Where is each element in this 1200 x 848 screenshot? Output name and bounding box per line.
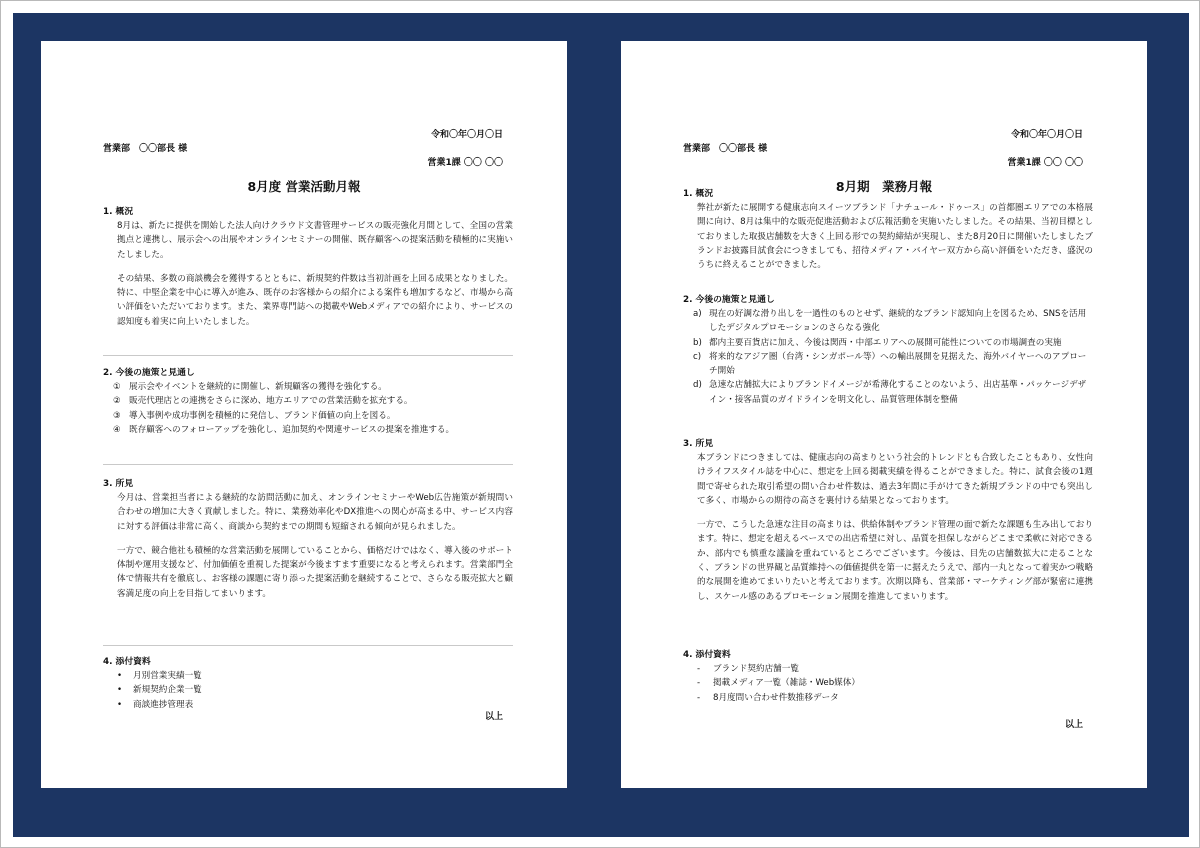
paragraph: その結果、多数の商談機会を獲得するとともに、新規契約件数は当初計画を上回る成果となりました。特に、中堅企業を中心に導入が進み、既存のお客様からの紹介による案件も増加するなど、市場から高い評価をいただいております。また、業界専門誌への掲載やWebメディアでの紹介により、サービスの認知度も着実に向上いたしました。	[117, 273, 513, 327]
section-plans	[103, 366, 513, 437]
report-title: 8月度 営業活動月報	[247, 179, 361, 194]
paragraph: 8月は、新たに提供を開始した法人向けクラウド文書管理サービスの販売強化月間として、全国の営業拠点と連携し、展示会への出展やオンラインセミナーの開催、既存顧客への提案活動を積極的に実施いたしました。	[117, 221, 513, 260]
list-item: ④ 既存顧客へのフォローアップを強化し、追加契約や関連サービスの提案を推進する。	[113, 424, 455, 435]
section-heading: 1. 概況	[103, 207, 134, 217]
divider	[103, 645, 513, 646]
report-title: 8月期 業務月報	[835, 179, 933, 194]
section-heading: 1. 概況	[683, 189, 714, 199]
list-item: b) 都内主要百貨店に加え、今後は関西・中部エリアへの展開可能性についての市場調査の実施	[693, 337, 1062, 348]
report-date: 令和〇年〇月〇日	[1010, 130, 1083, 140]
report-date: 令和〇年〇月〇日	[430, 130, 503, 140]
section-overview	[683, 187, 1093, 272]
paragraph: 弊社が新たに展開する健康志向スイーツブランド「ナチュール・ドゥース」の首都圏エリアでの本格展開に向け、8月は集中的な販売促進活動および広報活動を実施いたしました。その結果、当初目標としておりました取扱店舗数を大きく上回る形での契約締結が実現し、また8月20日に開催いたしましたブランドお披露目試食会につきましても、招待メディア・バイヤー双方から高い評価をいただき、盛況のうちに終えることができました。	[697, 203, 1093, 271]
list-item: - ブランド契約店舗一覧	[697, 664, 799, 674]
list-item: • 新規契約企業一覧	[117, 685, 202, 696]
divider	[103, 355, 513, 356]
report-recipient: 営業部 〇〇部長 様	[103, 144, 188, 154]
section-heading: 3. 所見	[683, 439, 714, 449]
list-item: • 商談進捗管理表	[117, 699, 194, 710]
section-findings	[103, 477, 513, 601]
paragraph: 一方で、競合他社も積極的な営業活動を展開していることから、価格だけではなく、導入後のサポート体制や運用支援など、付加価値を重視した提案が今後ますます重要になると考えられます。営業部門全体で情報共有を徹底し、お客様の課題に寄り添った提案活動を継続することで、さらなる販売拡大と顧客満足度の向上を目指してまいります。	[117, 545, 513, 599]
report-page-right	[621, 41, 1147, 788]
paragraph: 本ブランドにつきましては、健康志向の高まりという社会的トレンドとも合致したこともあり、女性向けライフスタイル誌を中心に、想定を上回る掲載実績を得ることができました。特に、試食会後の1週間で寄せられた取引希望の問い合わせ件数は、過去3年間に手がけてきた新規ブランドの中でも突出して多く、市場からの期待の高さを裏付ける結果となっております。	[697, 453, 1093, 506]
closing-mark: 以上	[484, 712, 503, 722]
closing-mark: 以上	[1064, 720, 1083, 730]
section-heading: 4. 添付資料	[103, 657, 151, 667]
list-item: • 月別営業実績一覧	[117, 671, 202, 681]
report-recipient: 営業部 〇〇部長 様	[683, 144, 768, 154]
list-item: ② 販売代理店との連携をさらに深め、地方エリアでの営業活動を拡充する。	[113, 396, 413, 407]
report-sender: 営業1課 〇〇 〇〇	[1007, 158, 1083, 168]
section-heading: 4. 添付資料	[683, 650, 731, 660]
section-findings	[683, 437, 1093, 604]
report-page-left	[41, 41, 567, 788]
paragraph: 今月は、営業担当者による継続的な訪問活動に加え、オンラインセミナーやWeb広告施策が新規問い合わせの増加に大きく貢献しました。特に、業務効率化やDX推進への関心が高まる中、サービス内容に対する評価は非常に高く、商談から契約までの期間も短縮される傾向が見られました。	[117, 493, 513, 532]
section-attachments	[103, 655, 513, 712]
list-item: ③ 導入事例や成功事例を積極的に発信し、ブランド価値の向上を図る。	[113, 410, 396, 421]
list-item: ① 展示会やイベントを継続的に開催し、新規顧客の獲得を強化する。	[113, 382, 387, 392]
list-item: - 掲載メディア一覧（雑誌・Web媒体）	[697, 678, 860, 689]
section-heading: 3. 所見	[103, 479, 134, 489]
divider	[103, 464, 513, 465]
section-plans	[683, 293, 1093, 407]
section-overview	[103, 205, 513, 329]
list-item: a) 現在の好調な滑り出しを一過性のものとせず、継続的なブランド認知向上を図るため、SNSを活用したデジタルプロモーションのさらなる強化	[693, 309, 1087, 334]
paragraph: 一方で、こうした急速な注目の高まりは、供給体制やブランド管理の面で新たな課題も生み出しております。特に、想定を超えるペースでの出店希望に対し、品質を担保しながらどこまで柔軟に対応できるか、部内でも慎重な議論を重ねているところでございます。今後は、目先の店舗数拡大に走ることなく、ブランドの世界観と品質維持への価値提供を第一に据えたうえで、部内一丸となって着実かつ戦略的な展開を進めてまいりたいと考えております。次期以降も、営業部・マーケティング部が緊密に連携し、スケール感のあるプロモーション展開を推進してまいります。	[697, 520, 1093, 602]
list-item: c) 将来的なアジア圏（台湾・シンガポール等）への輸出展開を見据えた、海外バイヤーへのアプローチ開始	[693, 351, 1087, 377]
report-sender: 営業1課 〇〇 〇〇	[427, 158, 503, 168]
section-attachments	[683, 648, 1093, 705]
section-heading: 2. 今後の施策と見通し	[103, 368, 195, 378]
list-item: d) 急速な店舗拡大によりブランドイメージが希薄化することのないよう、出店基準・パッケージデザイン・接客品質のガイドラインを明文化し、品質管理体制を整備	[693, 380, 1087, 405]
list-item: - 8月度問い合わせ件数推移データ	[697, 692, 839, 703]
section-heading: 2. 今後の施策と見通し	[683, 295, 775, 305]
